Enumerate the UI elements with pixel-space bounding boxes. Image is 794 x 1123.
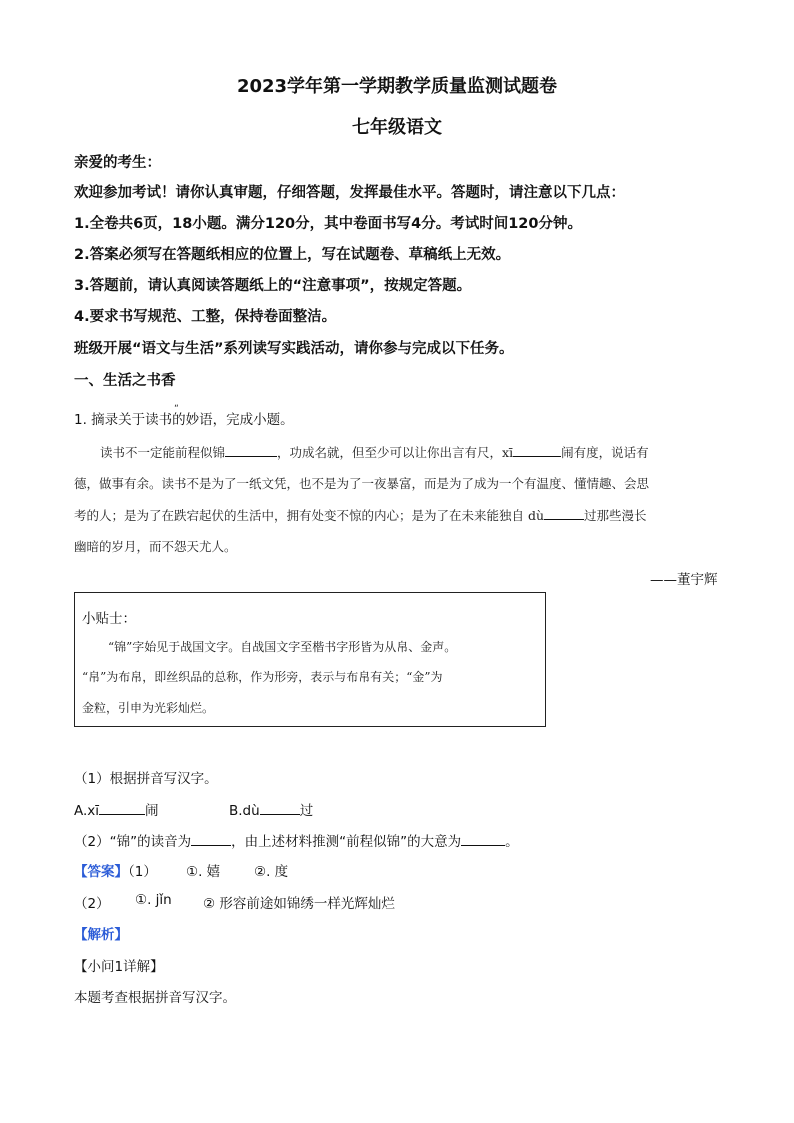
sub-question-1: （1）根据拼音写汉字。 (74, 771, 218, 787)
instruction-item-2: 2.答案必须写在答题纸相应的位置上，写在试题卷、草稿纸上无效。 (74, 247, 511, 263)
activity-intro: 班级开展“语文与生活”系列读写实践活动，请你参与完成以下任务。 (74, 341, 514, 357)
answer-1-choice-2: ②. 度 (254, 864, 289, 880)
sub2-part-c: 。 (505, 834, 519, 850)
answer-2-choice-2: ② 形容前途如锦绣一样光辉灿烂 (203, 896, 395, 912)
answer-2-choice-1: ①. jǐn (135, 892, 172, 908)
option-b-suffix: 过 (299, 803, 314, 819)
passage-l3-a: 考的人；是为了在跌宕起伏的生活中，拥有处变不惊的内心；是为了在未来能独自 dù (74, 508, 545, 523)
option-a-prefix: A.xī (74, 803, 100, 819)
passage-l1-a: 读书不一定能前程似锦 (100, 445, 226, 460)
option-b (229, 799, 313, 819)
instruction-item-3: 3.答题前，请认真阅读答题纸上的“注意事项”，按规定答题。 (74, 278, 472, 294)
q1-suffix: 妙语，完成小题。 (185, 412, 294, 428)
answer-row-1 (74, 860, 157, 880)
detail-text: 本题考查根据拼音写汉字。 (74, 990, 236, 1006)
sub2-blank-2 (461, 833, 505, 846)
instruction-item-1: 1.全卷共6页，18小题。满分120分，其中卷面书写4分。考试时间120分钟。 (74, 216, 582, 232)
sub2-part-a: （2）“锦”的读音为 (74, 834, 192, 850)
passage-line-4: 幽暗的岁月，而不怨天尤人。 (74, 539, 237, 554)
exam-subtitle: 七年级语文 (352, 117, 442, 138)
sub2-part-b: ，由上述材料推测“前程似锦”的大意为 (231, 834, 462, 850)
answer-1-choice-1: ①. 嬉 (186, 864, 221, 880)
tip-label: 小贴士： (82, 611, 136, 627)
answer-label: 【答案】 (74, 864, 128, 880)
option-b-blank (260, 802, 300, 815)
q1-ruby (172, 404, 186, 428)
passage-line-3 (74, 506, 647, 524)
analysis-label: 【解析】 (74, 927, 128, 943)
option-a-suffix: 闹 (145, 803, 159, 819)
option-a-blank (99, 802, 145, 815)
option-b-prefix: B.dù (229, 803, 260, 819)
answer-1-num: （1） (128, 864, 157, 880)
passage-line-1 (100, 443, 649, 461)
passage-l1-b: ，功成名就，但至少可以让你出言有尺，xī (277, 445, 514, 460)
passage-author: ——董宇辉 (650, 572, 718, 588)
option-a (74, 799, 159, 819)
tip-line-2: “帛”为布帛，即丝织品的总称，作为形旁，表示与布帛有关；“金”为 (82, 670, 443, 684)
sub-question-2 (74, 830, 519, 850)
blank-2 (513, 444, 561, 457)
passage-l3-b: 过那些漫长 (584, 508, 647, 523)
detail-label: 【小问1详解】 (74, 959, 164, 975)
passage-line-2: 德，做事有余。读书不是为了一纸文凭，也不是为了一夜暴富，而是为了成为一个有温度、懂情趣、会思 (74, 476, 650, 491)
exam-title: 2023学年第一学期教学质量监测试题卷 (236, 76, 558, 97)
tip-box (74, 592, 546, 727)
instruction-intro: 欢迎参加考试！请你认真审题，仔细答题，发挥最佳水平。答题时，请注意以下几点： (74, 185, 625, 201)
q1-ruby-note: “ (174, 404, 179, 414)
passage-l1-c: 闹有度，说话有 (561, 445, 649, 460)
greeting: 亲爱的考生： (74, 155, 161, 171)
sub2-blank-1 (191, 833, 231, 846)
answer-2-num: （2） (74, 896, 110, 912)
q1-ruby-char: 的 (172, 412, 186, 428)
blank-3 (544, 507, 584, 520)
blank-1 (225, 444, 277, 457)
tip-line-3: 金粒，引申为光彩灿烂。 (82, 701, 215, 715)
question-1-stem (74, 404, 294, 428)
section-heading: 一、生活之书香 (74, 373, 176, 389)
tip-line-1: “锦”字始见于战国文字。自战国文字至楷书字形皆为从帛、金声。 (108, 640, 457, 654)
q1-prefix: 1. 摘录关于读书 (74, 412, 173, 428)
instruction-item-4: 4.要求书写规范、工整，保持卷面整洁。 (74, 309, 337, 325)
